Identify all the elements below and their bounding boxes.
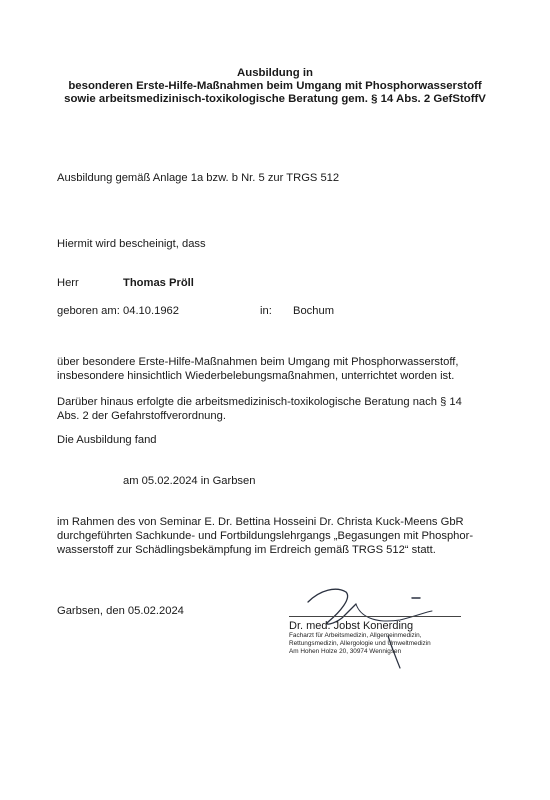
heading-line-3: sowie arbeitsmedizinisch-toxikologische Beratung gem. § 14 Abs. 2 GefStoffV	[64, 93, 486, 105]
seminar-paragraph	[57, 515, 497, 557]
salutation: Herr	[57, 277, 79, 289]
heading-line-1: Ausbildung in	[237, 67, 313, 79]
birth-date: 04.10.1962	[123, 305, 179, 317]
training-basis: Ausbildung gemäß Anlage 1a bzw. b Nr. 5 zur TRGS 512	[57, 172, 340, 184]
heading-line-2: besonderen Erste-Hilfe-Maßnahmen beim Umgang mit Phosphorwasserstoff	[68, 80, 482, 92]
consultation-paragraph	[57, 395, 494, 423]
paragraph-line: insbesondere hinsichtlich Wiederbelebungsmaßnahmen, unterrichtet worden ist.	[57, 370, 455, 382]
signature-line	[289, 616, 461, 617]
signatory-name: Dr. med. Jobst Konerding	[289, 620, 414, 632]
certify-intro: Hiermit wird bescheinigt, dass	[57, 238, 206, 250]
signatory-block	[289, 620, 431, 656]
signatory-address: Am Hohen Holze 20, 30974 Wennigsen	[289, 648, 402, 655]
training-intro: Die Ausbildung fand	[57, 434, 157, 446]
paragraph-line: wasserstoff zur Schädlingsbekämpfung im Erdreich gemäß TRGS 512“ statt.	[57, 544, 436, 556]
signatory-specialties: Rettungsmedizin, Allergologie und Umweltmedizin	[289, 640, 431, 647]
signatory-title: Facharzt für Arbeitsmedizin, Allgemeinmedizin,	[289, 632, 422, 639]
person-name: Thomas Pröll	[123, 277, 194, 289]
certificate-heading	[30, 67, 520, 106]
born-label: geboren am:	[57, 305, 120, 317]
paragraph-line: im Rahmen des von Seminar E. Dr. Bettina Hosseini Dr. Christa Kuck-Meens GbR	[57, 516, 464, 528]
paragraph-line: Darüber hinaus erfolgte die arbeitsmedizinisch-toxikologische Beratung nach § 14	[57, 396, 462, 408]
birthplace-label: in:	[260, 305, 272, 317]
birth-place: Bochum	[293, 305, 335, 317]
first-aid-paragraph	[57, 355, 495, 383]
training-date-place: am 05.02.2024 in Garbsen	[123, 475, 256, 487]
paragraph-line: durchgeführten Sachkunde- und Fortbildungslehrgangs „Begasungen mit Phosphor-	[57, 530, 474, 542]
paragraph-line: über besondere Erste-Hilfe-Maßnahmen beim Umgang mit Phosphorwasserstoff,	[57, 356, 459, 368]
paragraph-line: Abs. 2 der Gefahrstoffverordnung.	[57, 410, 226, 422]
place-and-date: Garbsen, den 05.02.2024	[57, 605, 184, 617]
